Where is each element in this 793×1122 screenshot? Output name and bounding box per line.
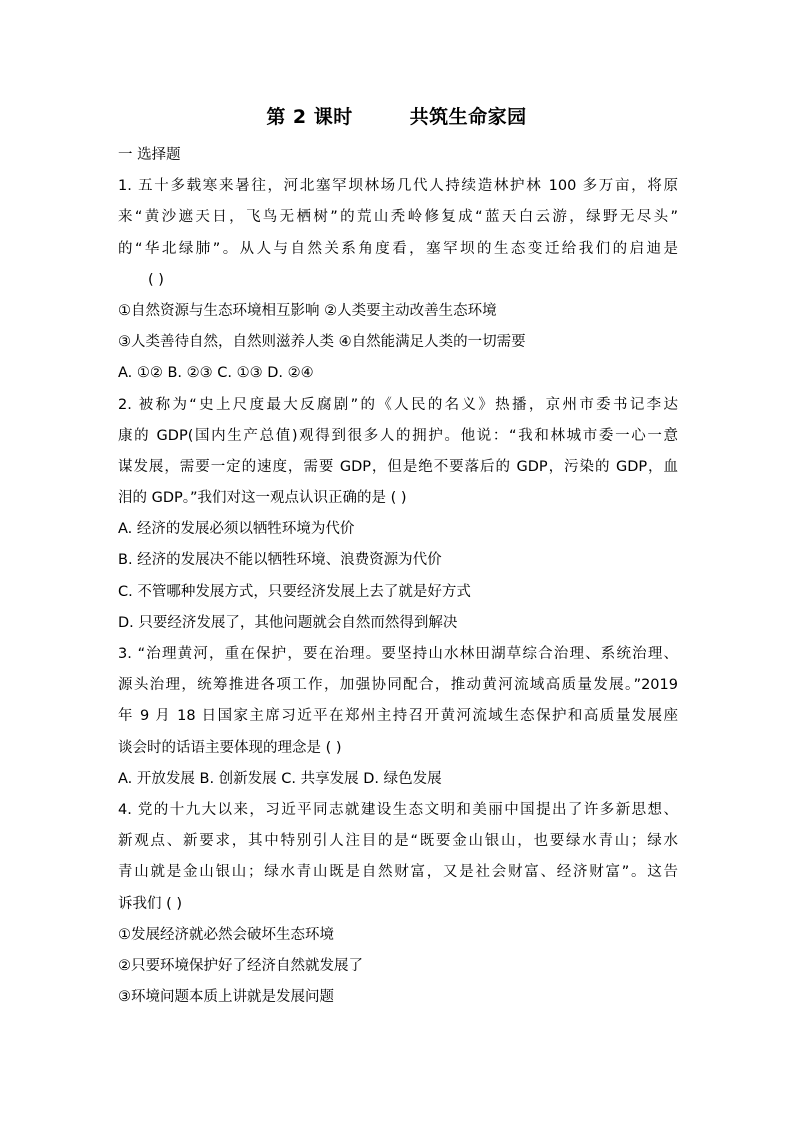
question-4-line-2: 新观点、新要求，其中特别引人注目的是“既要金山银山，也要绿水青山；绿水 — [118, 833, 678, 850]
question-body — [118, 140, 678, 1013]
statement-line: ③环境问题本质上讲就是发展问题 — [118, 989, 334, 1006]
question-2-line-4: 泪的 GDP。”我们对这一观点认识正确的是 ( ) — [118, 490, 407, 507]
question-2-line-2: 康的 GDP(国内生产总值)观得到很多人的拥护。他说：“我和林城市委一心一意 — [118, 427, 678, 444]
question-2-line-3: 谋发展，需要一定的速度，需要 GDP，但是绝不要落后的 GDP，污染的 GDP，血 — [118, 458, 678, 475]
question-3-line-2: 源头治理，统筹推进各项工作，加强协同配合，推动黄河流域高质量发展。”2019 — [118, 677, 678, 694]
question-4-line-1: 4. 党的十九大以来，习近平同志就建设生态文明和美丽中国提出了许多新思想、 — [118, 801, 678, 818]
question-4-line-3: 青山就是金山银山；绿水青山既是自然财富，又是社会财富、经济财富”。这告 — [118, 864, 678, 881]
option-d: D. 只要经济发展了，其他问题就会自然而然得到解决 — [118, 614, 458, 631]
option-b: B. 经济的发展决不能以牺牲环境、浪费资源为代价 — [118, 552, 442, 569]
question-3-line-4: 谈会时的话语主要体现的理念是 ( ) — [118, 739, 342, 756]
question-1-line-2: 来“黄沙遮天日，飞鸟无栖树”的荒山秃岭修复成“蓝天白云游，绿野无尽头” — [118, 209, 678, 226]
statement-line: ③人类善待自然，自然则滋养人类 ④自然能满足人类的一切需要 — [118, 334, 526, 351]
answer-bracket: ( ) — [148, 271, 164, 288]
question-4-line-4: 诉我们 ( ) — [118, 895, 183, 912]
options-line: A. ①② B. ②③ C. ①③ D. ②④ — [118, 365, 314, 382]
options-line: A. 开放发展 B. 创新发展 C. 共享发展 D. 绿色发展 — [118, 770, 442, 787]
option-c: C. 不管哪种发展方式，只要经济发展上去了就是好方式 — [118, 583, 471, 600]
option-a: A. 经济的发展必须以牺牲环境为代价 — [118, 521, 355, 538]
question-3-line-1: 3. “治理黄河，重在保护，要在治理。要坚持山水林田湖草综合治理、系统治理、 — [118, 646, 678, 662]
section-heading: 一 选择题 — [118, 147, 181, 163]
statement-line: ②只要环境保护好了经济自然就发展了 — [118, 957, 363, 974]
page-title: 第 2 课时 共筑生命家园 — [266, 106, 527, 128]
question-2-line-1: 2. 被称为“史上尺度最大反腐剧”的《人民的名义》热播，京州市委书记李达 — [118, 396, 678, 413]
statement-line: ①自然资源与生态环境相互影响 ②人类要主动改善生态环境 — [118, 302, 497, 319]
question-3-line-3: 年 9 月 18 日国家主席习近平在郑州主持召开黄河流域生态保护和高质量发展座 — [118, 708, 678, 725]
question-1-line-1: 1. 五十多载寒来暑往，河北塞罕坝林场几代人持续造林护林 100 多万亩，将原 — [118, 178, 678, 195]
question-1-line-3: 的“华北绿肺”。从人与自然关系角度看，塞罕坝的生态变迁给我们的启迪是 — [118, 240, 678, 257]
statement-line: ①发展经济就必然会破坏生态环境 — [118, 926, 334, 943]
